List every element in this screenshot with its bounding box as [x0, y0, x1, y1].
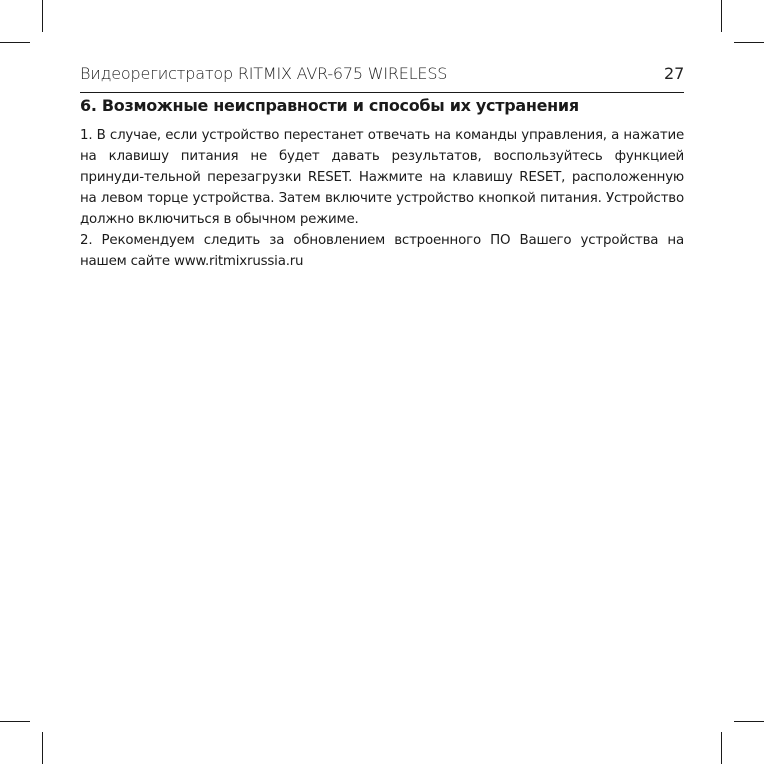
header-divider — [80, 92, 684, 93]
section-heading: 6. Возможные неисправности и способы их устранения — [80, 96, 579, 115]
running-header-title: Видеорегистратор RITMIX AVR-675 WIRELESS — [80, 64, 448, 83]
paragraph-firmware-update: 2. Рекомендуем следить за обновлением встроенного ПО Вашего устройства на нашем сайте www.ritmixrussia.ru — [80, 233, 684, 269]
crop-mark — [721, 0, 722, 32]
crop-mark — [721, 732, 722, 764]
crop-mark — [42, 0, 43, 32]
crop-mark — [734, 42, 764, 43]
crop-mark — [0, 42, 30, 43]
page-number: 27 — [664, 64, 685, 83]
section-body — [80, 125, 684, 272]
crop-mark — [734, 721, 764, 722]
paragraph-reset-instructions: 1. В случае, если устройство перестанет отвечать на команды управления, а нажатие на клавишу питания не будет давать результатов, воспользуйтесь функцией принуди-тельной перезагрузки RESET. Нажмите на клавишу RESET, расположенную на левом торце устройства. Затем включите устройство кнопкой питания. Устройство должно включиться в обычном режиме. — [80, 128, 684, 227]
crop-mark — [0, 721, 30, 722]
crop-mark — [42, 732, 43, 764]
